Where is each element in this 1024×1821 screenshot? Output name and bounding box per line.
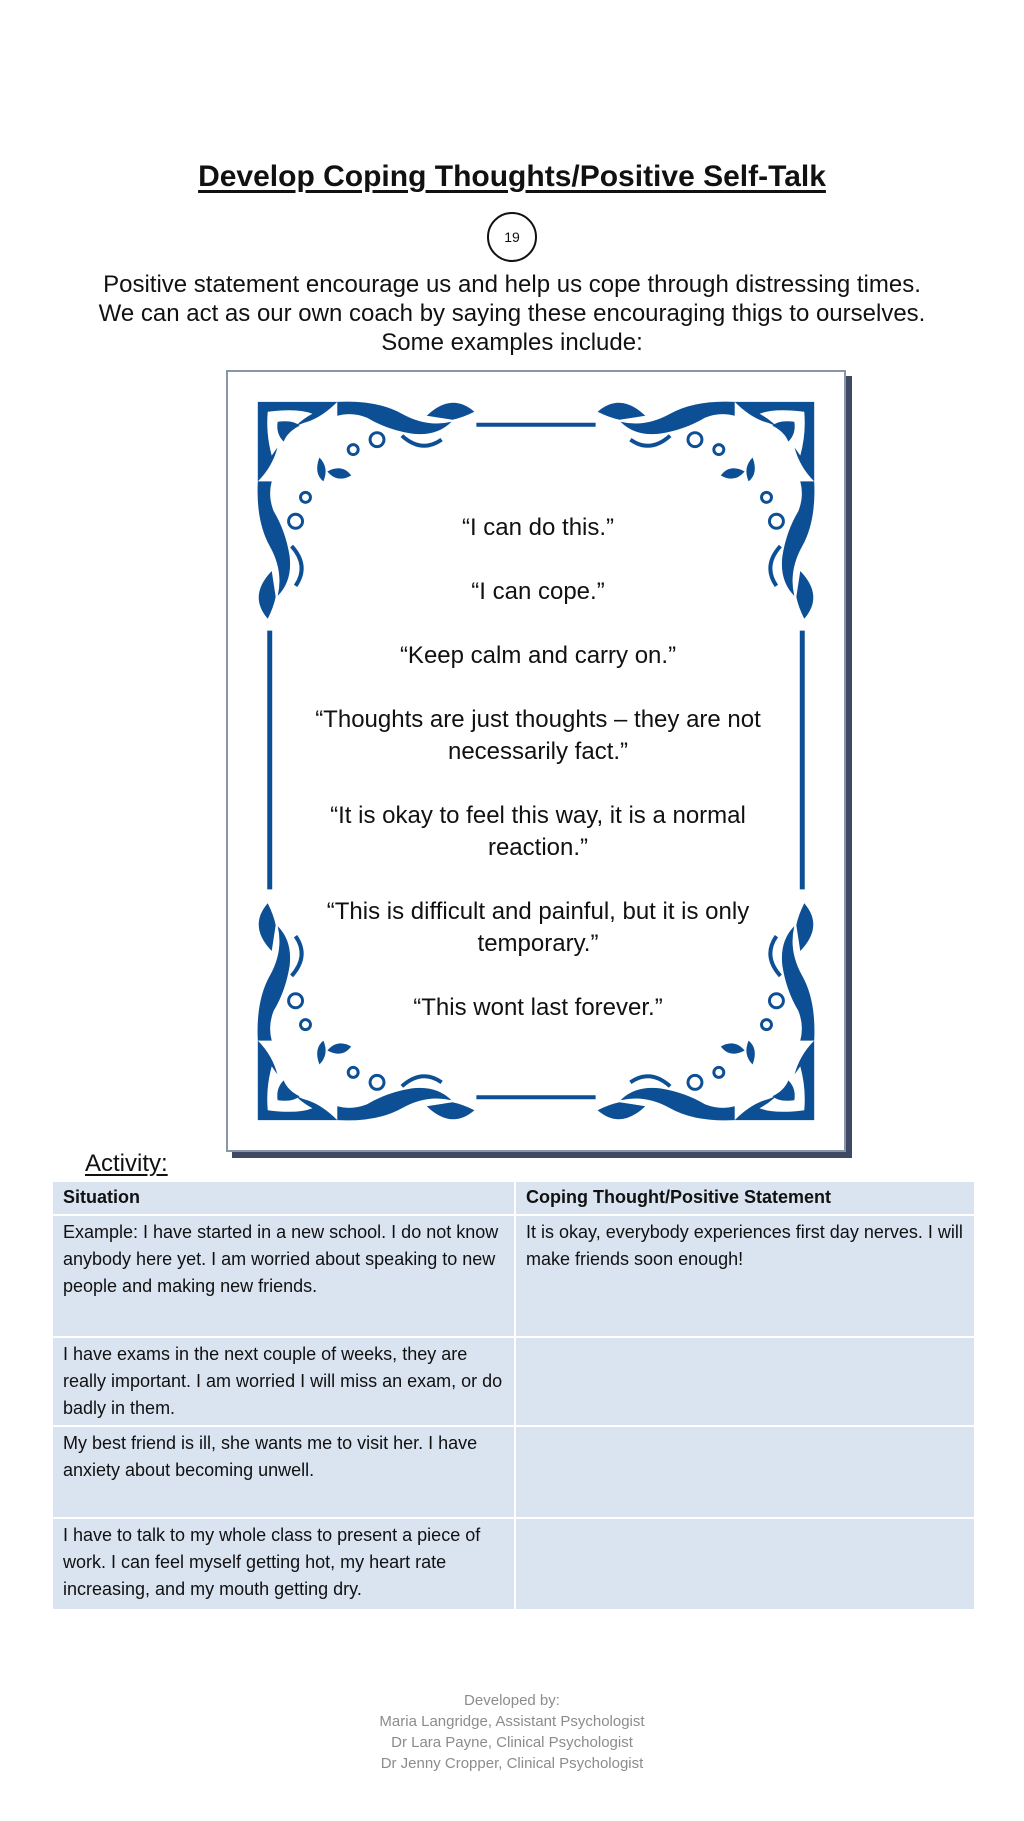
quote: “Thoughts are just thoughts – they are not necessarily fact.” — [315, 706, 761, 765]
quote: “It is okay to feel this way, it is a normal reaction.” — [330, 802, 746, 861]
situation-cell: I have to talk to my whole class to present a piece of work. I can feel myself getting hot, my heart rate increasing, and my mouth getting dry. — [52, 1518, 515, 1610]
coping-cell: It is okay, everybody experiences first day nerves. I will make friends soon enough! — [515, 1215, 975, 1337]
intro-text — [60, 270, 964, 357]
situation-cell: My best friend is ill, she wants me to visit her. I have anxiety about becoming unwell. — [52, 1426, 515, 1518]
coping-cell[interactable] — [515, 1518, 975, 1610]
intro-line: Some examples include: — [381, 329, 643, 356]
table-row — [52, 1518, 975, 1610]
table-row — [52, 1426, 975, 1518]
decorative-quote-frame — [226, 370, 846, 1152]
coping-cell[interactable] — [515, 1337, 975, 1426]
footer-line: Maria Langridge, Assistant Psychologist — [379, 1713, 645, 1730]
quote: “I can do this.” — [461, 514, 615, 541]
coping-cell[interactable] — [515, 1426, 975, 1518]
quote: “This wont last forever.” — [413, 994, 663, 1021]
footer-line: Dr Lara Payne, Clinical Psychologist — [391, 1734, 633, 1751]
quote: “I can cope.” — [471, 578, 605, 605]
page-number: 19 — [487, 212, 537, 262]
activity-heading: Activity: — [85, 1150, 168, 1177]
table-row — [52, 1337, 975, 1426]
situation-cell: I have exams in the next couple of weeks, they are really important. I am worried I will miss an exam, or do badly in them. — [52, 1337, 515, 1426]
footer-credits — [0, 1690, 1024, 1774]
table-header-row — [52, 1181, 975, 1215]
table-row — [52, 1215, 975, 1337]
quote: “Keep calm and carry on.” — [399, 642, 677, 669]
footer-line: Developed by: — [464, 1692, 560, 1709]
situation-cell: Example: I have started in a new school. I do not know anybody here yet. I am worried about speaking to new people and making new friends. — [52, 1215, 515, 1337]
quotes-list — [298, 512, 778, 1056]
quote: “This is difficult and painful, but it is only temporary.” — [326, 898, 750, 957]
activity-table — [51, 1180, 976, 1611]
coping-column-header: Coping Thought/Positive Statement — [515, 1181, 975, 1215]
intro-line: Positive statement encourage us and help us cope through distressing times. — [103, 271, 921, 298]
footer-line: Dr Jenny Cropper, Clinical Psychologist — [380, 1755, 644, 1772]
situation-column-header: Situation — [52, 1181, 515, 1215]
intro-line: We can act as our own coach by saying these encouraging thigs to ourselves. — [98, 300, 926, 327]
page-title: Develop Coping Thoughts/Positive Self-Talk — [198, 160, 826, 193]
